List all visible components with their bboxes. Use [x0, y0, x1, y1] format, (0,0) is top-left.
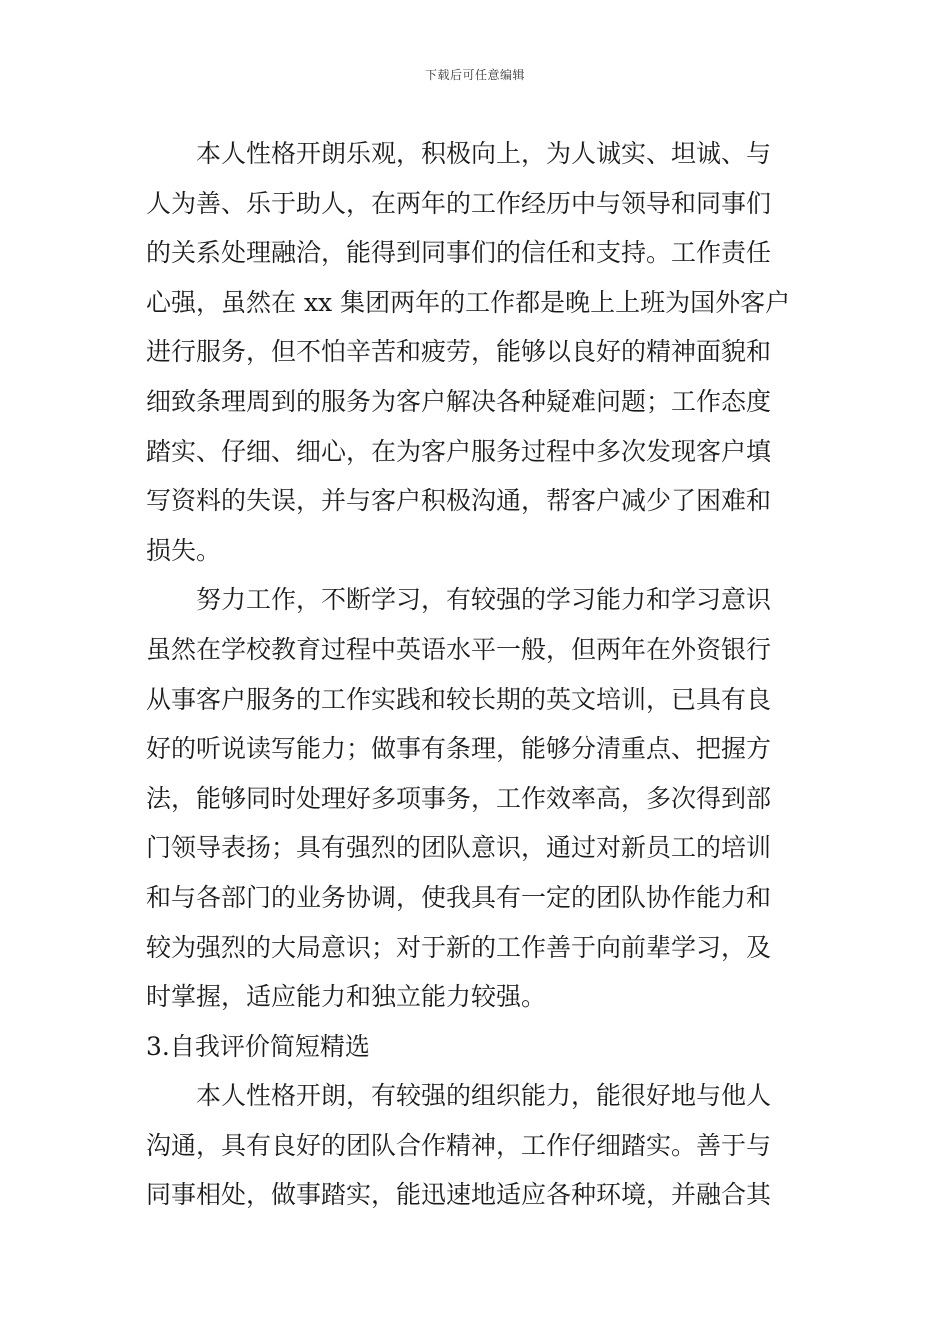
text-line: 努力工作，不断学习，有较强的学习能力和学习意识 [196, 585, 772, 615]
text-line: 从事客户服务的工作实践和较长期的英文培训，已具有良 [146, 684, 772, 714]
page-header-note: 下载后可任意编辑 [424, 68, 525, 82]
text-line: 本人性格开朗，有较强的组织能力，能很好地与他人 [196, 1081, 772, 1111]
text-line: 沟通，具有良好的团队合作精神，工作仔细踏实。善于与 [146, 1130, 772, 1160]
text-line: 进行服务，但不怕辛苦和疲劳，能够以良好的精神面貌和 [146, 337, 772, 367]
text-line: 好的听说读写能力；做事有条理，能够分清重点、把握方 [146, 734, 772, 764]
text-line: 人为善、乐于助人，在两年的工作经历中与领导和同事们 [146, 188, 772, 218]
text-line: 法，能够同时处理好多项事务，工作效率高，多次得到部 [146, 783, 772, 813]
text-line: 同事相处，做事踏实，能迅速地适应各种环境，并融合其 [146, 1180, 772, 1210]
text-line: 本人性格开朗乐观，积极向上，为人诚实、坦诚、与 [196, 139, 772, 168]
text-line: 损失。 [146, 535, 222, 565]
text-line: 虽然在学校教育过程中英语水平一般，但两年在外资银行 [146, 634, 772, 664]
section-heading: 3.自我评价简短精选 [146, 1031, 370, 1061]
text-line: 门领导表扬；具有强烈的团队意识，通过对新员工的培训 [146, 833, 772, 863]
document-body [146, 129, 808, 1220]
text-line: 写资料的失误，并与客户积极沟通，帮客户减少了困难和 [146, 486, 772, 516]
text-line: 心强，虽然在 xx 集团两年的工作都是晚上上班为国外客户 [146, 287, 791, 317]
text-line: 时掌握，适应能力和独立能力较强。 [146, 982, 547, 1012]
text-line: 细致条理周到的服务为客户解决各种疑难问题；工作态度 [146, 386, 772, 416]
text-line: 的关系处理融洽，能得到同事们的信任和支持。工作责任 [146, 238, 772, 268]
text-line: 踏实、仔细、细心，在为客户服务过程中多次发现客户填 [146, 436, 772, 466]
text-line: 较为强烈的大局意识；对于新的工作善于向前辈学习，及 [146, 932, 772, 962]
text-line: 和与各部门的业务协调，使我具有一定的团队协作能力和 [146, 882, 772, 912]
